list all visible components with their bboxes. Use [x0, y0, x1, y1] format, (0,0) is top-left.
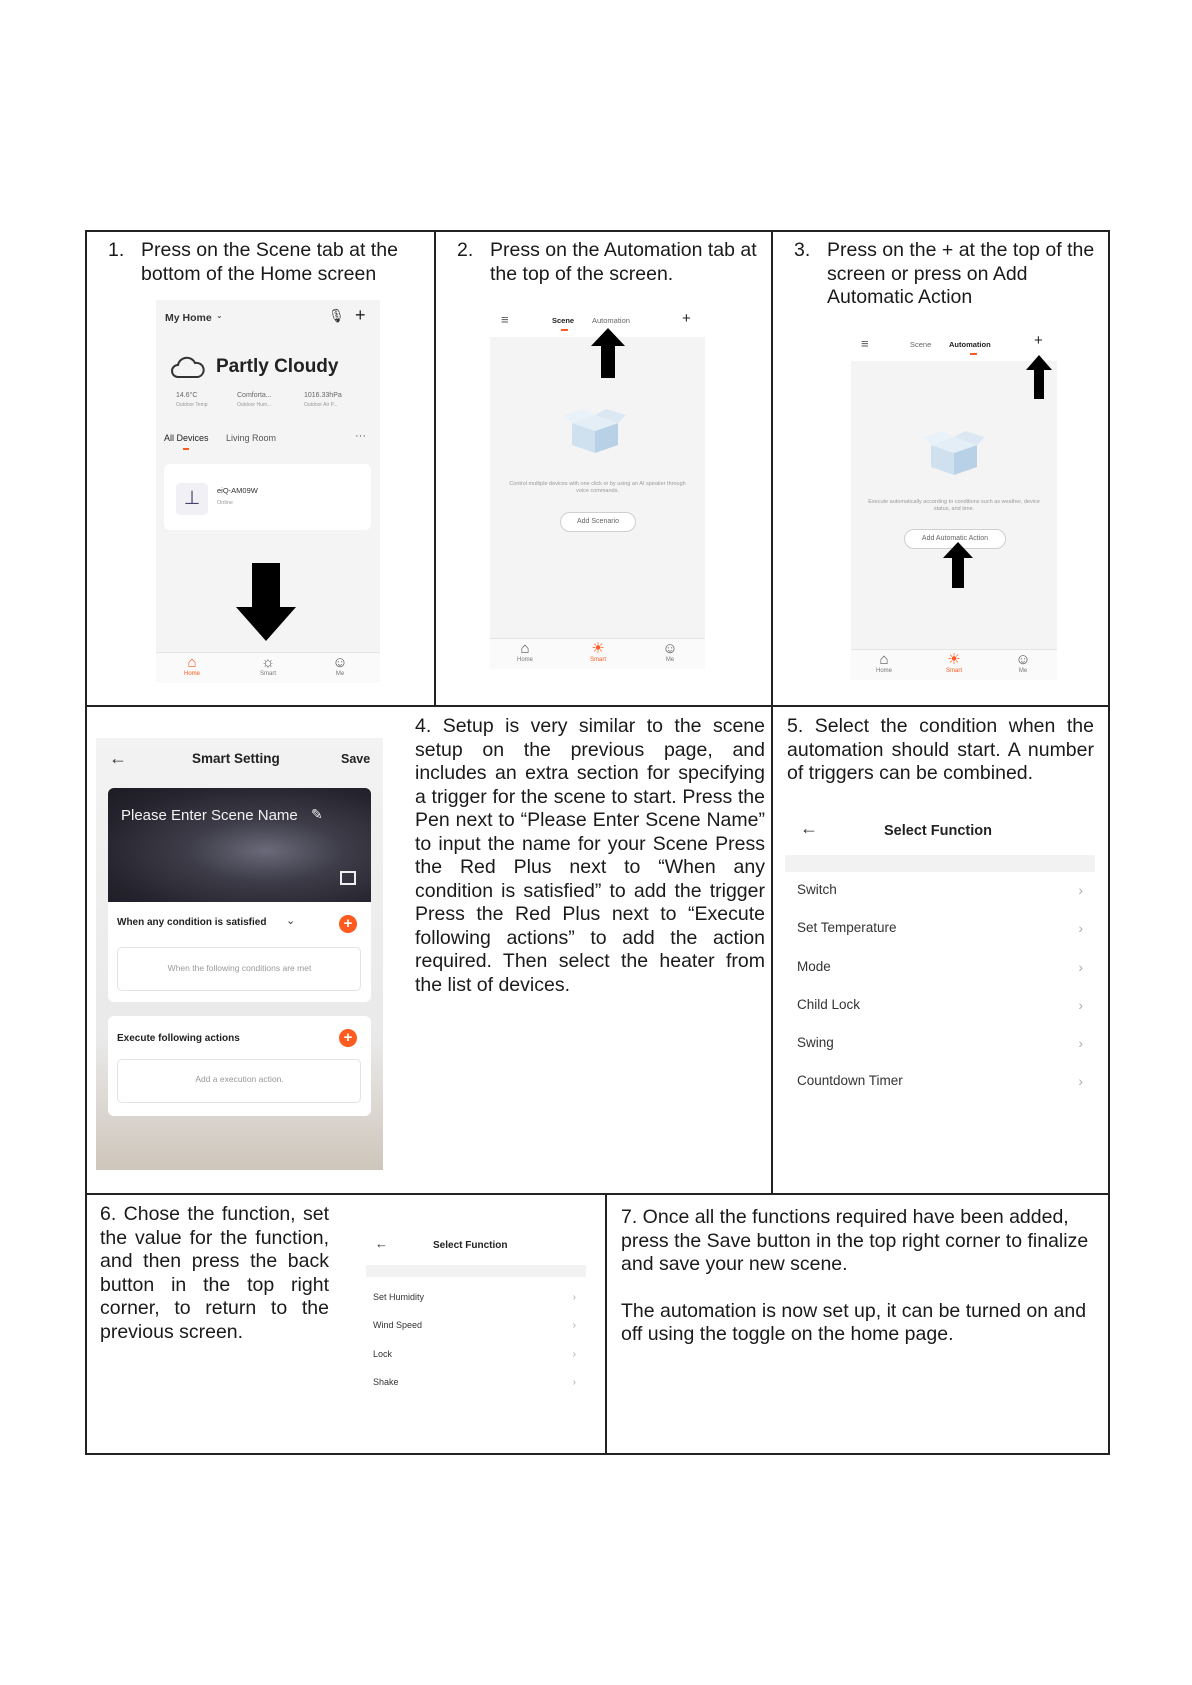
step-3-body: Press on the + at the top of the screen or press on Add Automatic Action: [827, 239, 1095, 308]
nav-me[interactable]: ☺ Me: [1013, 652, 1033, 674]
function-item[interactable]: Set Temperature ›: [797, 920, 1083, 936]
step-3-number: 3.: [794, 239, 811, 261]
back-arrow-icon[interactable]: ←: [375, 1236, 388, 1251]
nav-home[interactable]: ⌂ Home: [875, 651, 892, 674]
bottom-nav: [490, 638, 705, 669]
profile-icon: ☺: [662, 640, 678, 657]
step-2-number: 2.: [457, 239, 474, 261]
home-screen: [156, 300, 380, 683]
add-condition-button[interactable]: +: [339, 915, 357, 933]
scene-name-input[interactable]: Please Enter Scene Name: [121, 807, 298, 824]
weather-label: Partly Cloudy: [216, 356, 339, 377]
chevron-right-icon: ›: [1078, 1073, 1083, 1089]
stat-label: Outdoor Air P...: [304, 402, 338, 408]
section-divider: [785, 855, 1095, 872]
col-divider-1: [434, 230, 436, 707]
step-7-paragraph-1: 7. Once all the functions required have been added, press the Save button in the top right corner to finalize and save your new scene.: [621, 1206, 1089, 1275]
heater-device-icon: ⊥: [176, 483, 208, 515]
function-item[interactable]: Mode ›: [797, 959, 1083, 975]
tab-active-indicator: [183, 448, 189, 450]
save-button[interactable]: Save: [341, 752, 371, 766]
empty-state-description: Execute automatically according to conditions such as weather, device status, and time.: [868, 499, 1040, 512]
back-arrow-icon[interactable]: ←: [800, 818, 818, 838]
section-divider: [366, 1265, 586, 1277]
step-7-text: [621, 1206, 1101, 1347]
select-function-screen-2: [366, 1232, 586, 1392]
arrow-down-icon: [236, 563, 296, 643]
arrow-up-icon: [943, 542, 973, 588]
chevron-right-icon: ›: [1078, 959, 1083, 975]
frame-bottom: [85, 1453, 1110, 1455]
empty-box-icon: [564, 405, 626, 455]
step-2-text: [457, 239, 757, 286]
condition-title[interactable]: When any condition is satisfied: [117, 917, 267, 928]
home-icon: ⌂: [187, 654, 197, 671]
frame-left: [85, 230, 87, 1455]
tab-active-indicator: [970, 353, 977, 355]
add-action-button[interactable]: +: [339, 1029, 357, 1047]
nav-home[interactable]: ⌂ Home: [183, 654, 200, 677]
tab-automation[interactable]: Automation: [592, 316, 630, 325]
action-hint: Add a execution action.: [195, 1074, 284, 1084]
add-icon[interactable]: +: [1034, 332, 1043, 349]
arrow-up-icon: [1026, 355, 1052, 399]
bottom-nav: [851, 649, 1057, 680]
more-icon[interactable]: ···: [355, 430, 366, 442]
action-title: Execute following actions: [117, 1033, 240, 1044]
tab-automation[interactable]: Automation: [949, 340, 991, 349]
select-function-title: Select Function: [433, 1240, 508, 1251]
chevron-right-icon: ›: [572, 1377, 576, 1388]
step-6-text: 6. Chose the function, set the value for the function, and then press the back button in the top right corner, to return to the previous screen.: [100, 1203, 329, 1343]
menu-icon[interactable]: ≡: [501, 312, 509, 327]
image-icon[interactable]: [340, 871, 356, 885]
col-divider-2: [771, 230, 773, 1195]
chevron-right-icon: ›: [1078, 920, 1083, 936]
home-icon: ⌂: [879, 651, 889, 668]
empty-state-description: Control multiple devices with one click or by using an AI speaker through voice commands.: [509, 481, 686, 494]
microphone-icon[interactable]: 🎙: [328, 308, 345, 323]
sun-icon: ☼: [261, 654, 275, 671]
add-scenario-button[interactable]: Add Scenario: [560, 512, 636, 532]
arrow-up-icon: [591, 328, 625, 378]
frame-top: [85, 230, 1110, 232]
function-item[interactable]: Set Humidity ›: [373, 1292, 576, 1303]
empty-box-icon: [923, 427, 985, 477]
chevron-right-icon: ›: [572, 1349, 576, 1360]
function-item[interactable]: Lock ›: [373, 1349, 576, 1360]
nav-smart[interactable]: ☼ Smart: [256, 655, 280, 677]
chevron-right-icon: ›: [1078, 1035, 1083, 1051]
stat-label: Outdoor Temp: [176, 402, 208, 408]
sun-icon: ☀: [591, 640, 605, 657]
nav-home[interactable]: ⌂ Home: [516, 640, 533, 663]
automation-screen: [851, 331, 1057, 680]
tab-all-devices[interactable]: All Devices: [164, 433, 209, 443]
nav-smart[interactable]: ☀ Smart: [942, 652, 966, 674]
tab-scene[interactable]: Scene: [910, 340, 932, 349]
add-icon[interactable]: +: [355, 305, 366, 325]
nav-me[interactable]: ☺ Me: [330, 655, 350, 677]
stat-value: Comforta...: [237, 392, 272, 399]
condition-hint: When the following conditions are met: [167, 963, 312, 973]
step-1-text: [108, 239, 418, 286]
profile-icon: ☺: [332, 654, 348, 671]
step-2-body: Press on the Automation tab at the top of the screen.: [490, 239, 757, 285]
device-card[interactable]: [164, 464, 371, 530]
step-1-body: Press on the Scene tab at the bottom of the Home screen: [141, 239, 398, 285]
function-item[interactable]: Switch ›: [797, 882, 1083, 898]
smart-setting-screen: [96, 738, 383, 1170]
tab-active-indicator: [561, 329, 568, 331]
menu-icon[interactable]: ≡: [861, 336, 869, 351]
step-1-number: 1.: [108, 239, 125, 261]
nav-smart[interactable]: ☀ Smart: [586, 641, 610, 663]
chevron-right-icon: ›: [1078, 882, 1083, 898]
sun-icon: ☀: [947, 651, 961, 668]
function-item[interactable]: Child Lock ›: [797, 997, 1083, 1013]
col-divider-3: [605, 1193, 607, 1455]
row2-divider: [85, 1193, 1110, 1195]
step-4-text: 4. Setup is very similar to the scene setup on the previous page, and includes an extra section for specifying a trigger for the scene to start. Press the Pen next to “Please Enter Scene Name” to input the name for your Scene Press the Red Plus next to “When any condition is satisfied” to add the trigger Press the Red Plus next to “Execute following actions” to add the action required. Then select the heater from the list of devices.: [415, 715, 765, 996]
step-7-paragraph-2: The automation is now set up, it can be turned on and off using the toggle on the home page.: [621, 1299, 1087, 1345]
stat-value: 1016.33hPa: [304, 392, 342, 399]
chevron-down-icon: ⌄: [286, 915, 296, 927]
home-icon: ⌂: [520, 640, 530, 657]
device-name: eiQ-AM09W: [217, 486, 258, 495]
function-item[interactable]: Shake ›: [373, 1377, 576, 1388]
row1-divider: [85, 705, 1110, 707]
select-function-screen: [785, 813, 1095, 1103]
function-item[interactable]: Wind Speed ›: [373, 1320, 576, 1331]
function-item[interactable]: Countdown Timer ›: [797, 1073, 1083, 1089]
scene-name-banner: [108, 788, 371, 902]
cloud-icon: [170, 356, 206, 380]
smart-setting-title: Smart Setting: [192, 751, 280, 766]
scene-screen: [490, 307, 705, 669]
device-status: Online: [217, 500, 233, 506]
function-item[interactable]: Swing ›: [797, 1035, 1083, 1051]
stat-value: 14.6°C: [176, 392, 198, 399]
add-automatic-action-button[interactable]: Add Automatic Action: [904, 529, 1006, 549]
condition-card: [108, 902, 371, 1002]
pen-icon[interactable]: ✎: [311, 806, 323, 822]
back-arrow-icon[interactable]: ←: [109, 748, 127, 768]
select-function-title: Select Function: [884, 823, 992, 839]
profile-icon: ☺: [1015, 651, 1031, 668]
action-card: [108, 1016, 371, 1116]
step-5-text: 5. Select the condition when the automation should start. A number of triggers can be combined.: [787, 715, 1094, 784]
add-icon[interactable]: +: [682, 310, 691, 327]
step-3-text: [794, 239, 1099, 310]
frame-right: [1108, 230, 1110, 1455]
nav-me[interactable]: ☺ Me: [660, 641, 680, 663]
chevron-right-icon: ›: [572, 1320, 576, 1331]
tab-living-room[interactable]: Living Room: [226, 433, 277, 443]
home-title[interactable]: My Home: [165, 312, 212, 324]
chevron-down-icon: ⌄: [216, 311, 223, 320]
chevron-right-icon: ›: [1078, 997, 1083, 1013]
bottom-nav: [156, 652, 380, 683]
chevron-right-icon: ›: [572, 1292, 576, 1303]
tab-scene[interactable]: Scene: [552, 316, 575, 325]
stat-label: Outdoor Hum...: [237, 402, 272, 408]
